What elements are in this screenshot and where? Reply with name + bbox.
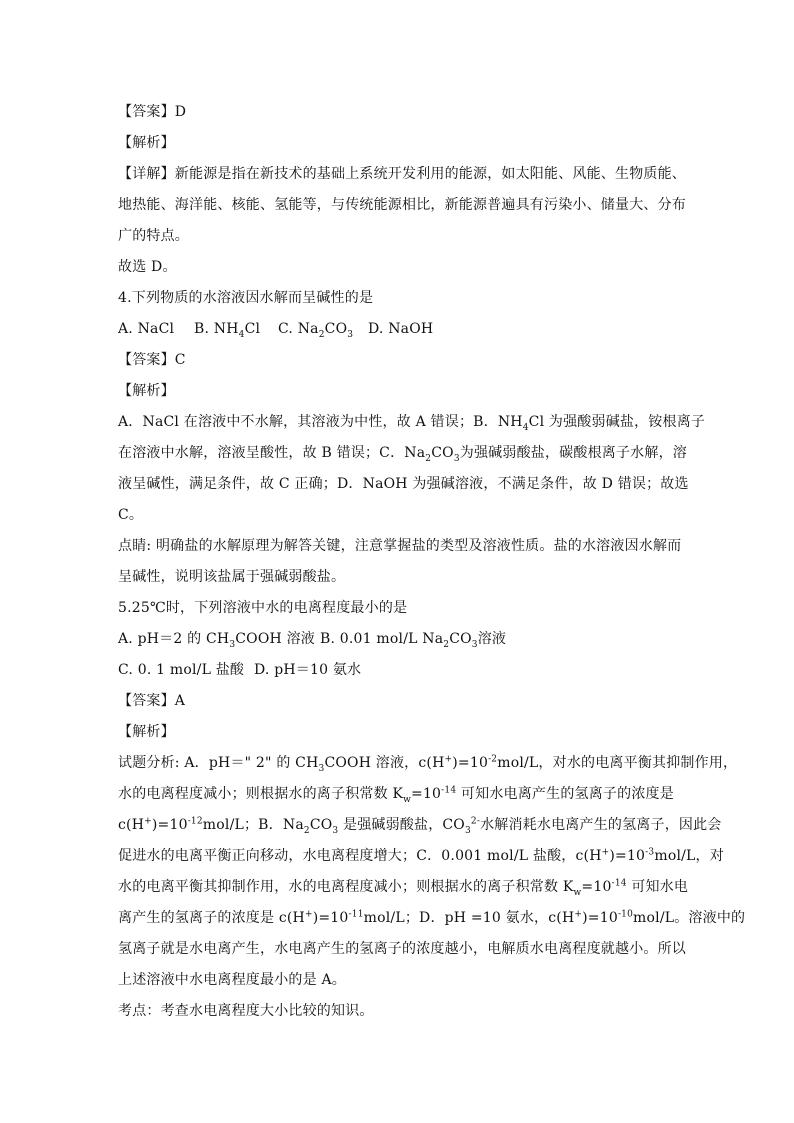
q5-l5-text-3: 可知水电	[626, 879, 689, 895]
q5-l5-sub: w	[573, 887, 582, 898]
q3-conclusion: 故选 D。	[118, 259, 177, 275]
q4-option-b-sub: 4	[238, 329, 245, 340]
q5-l2-text-2: =10	[411, 786, 442, 802]
q4-answer: 【答案】C	[118, 352, 186, 368]
q4-option-b-text-2: Cl	[244, 321, 261, 337]
q5-l1-sub: 3	[318, 763, 325, 774]
q4-option-c-text: C. Na	[278, 321, 319, 337]
q4-option-a: A. NaCl	[118, 321, 175, 337]
q5-analysis-line-5	[118, 877, 689, 898]
q5-options-row-1	[118, 629, 678, 649]
q5-l2-text: 水的电离程度减小；则根据水的离子积常数 K	[118, 786, 404, 802]
q5-l3-sub-2: 3	[332, 825, 339, 836]
q5-l6-sup-1: +	[304, 909, 313, 920]
q5-option-b-text: B. 0.01 mol/L Na	[320, 631, 444, 647]
q5-l2-sub: w	[403, 794, 412, 805]
q5-option-d: D. pH＝10 氨水	[254, 662, 362, 678]
q5-option-a-sub: 3	[229, 639, 236, 650]
q5-l4-sup-1: +	[601, 847, 610, 858]
q4-option-c-text-2: CO	[324, 321, 348, 337]
q5-l6-sup-4: -10	[617, 909, 634, 920]
q5-l6-text-5: mol/L。溶液中的	[633, 910, 746, 926]
q5-l3-text-6: 水解消耗水电离产生的氢离子，因此会	[480, 817, 722, 833]
q3-detail-line-2: 地热能、海洋能、核能、氢能等，与传统能源相比，新能源普遍具有污染小、储量大、分布	[118, 197, 686, 213]
q4-analysis-line-1	[118, 412, 706, 433]
q5-analysis-line-4	[118, 846, 724, 866]
q5-answer: 【答案】A	[118, 693, 186, 709]
q5-l3-text-3: mol/L；B．Na	[202, 817, 304, 833]
q5-analysis-heading: 【解析】	[118, 724, 175, 740]
q4-a2-text-3: 为强碱弱酸盐，碳酸根离子水解，溶	[459, 445, 687, 461]
q4-analysis-line-2	[118, 443, 687, 464]
q5-option-a	[118, 629, 320, 649]
q5-l3-text-4: CO	[309, 817, 333, 833]
q5-l4-sup-2: -3	[645, 847, 655, 858]
q5-l1-text-2: COOH 溶液，c(H	[324, 755, 445, 771]
q4-tip-line-2: 呈碱性，说明该盐属于强碱弱酸盐。	[118, 569, 346, 585]
q4-option-c	[278, 319, 368, 339]
q5-option-b	[320, 629, 506, 649]
q5-l1-sup-1: +	[444, 754, 453, 765]
q5-option-a-text-2: COOH 溶液	[235, 631, 315, 647]
q4-analysis-heading: 【解析】	[118, 383, 175, 399]
q5-l1-sup-2: -2	[488, 754, 498, 765]
q5-l3-text-5: 是强碱弱酸盐，CO	[338, 817, 465, 833]
q4-analysis-line-3: 液呈碱性，满足条件，故 C 正确；D．NaOH 为强碱溶液，不满足条件，故 D 错误；故选	[118, 476, 689, 492]
q5-options-row-2	[118, 660, 678, 680]
q4-a1-text-2: Cl 为强酸弱碱盐，铵根离子	[528, 414, 706, 430]
q5-option-b-text-2: CO	[449, 631, 472, 647]
q5-option-b-sub-1: 2	[443, 639, 450, 650]
q5-option-b-sub-2: 3	[471, 639, 478, 650]
q4-option-b	[194, 319, 278, 339]
q4-a2-sub-2: 3	[453, 453, 460, 464]
q4-options	[118, 319, 678, 339]
q5-l5-text: 水的电离平衡其抑制作用，水的电离程度减小；则根据水的离子积常数 K	[118, 879, 574, 895]
q4-option-c-sub-2: 3	[347, 329, 354, 340]
q5-l1-text-3: )=10	[452, 755, 489, 771]
q5-stem: 5.25℃时，下列溶液中水的电离程度最小的是	[118, 600, 408, 616]
q5-l6-text: 离产生的氢离子的浓度是 c(H	[118, 910, 305, 926]
q5-option-c: C. 0. 1 mol/L 盐酸	[118, 662, 245, 678]
q5-l6-text-4: )=10	[582, 910, 618, 926]
q5-option-a-text: A. pH＝2 的 CH	[118, 631, 230, 647]
q5-analysis-line-6	[118, 908, 746, 928]
q4-option-d: D. NaOH	[368, 321, 434, 337]
q3-detail-line-1: 【详解】新能源是指在新技术的基础上系统开发利用的能源，如太阳能、风能、生物质能、	[118, 166, 686, 182]
q4-a2-sub-1: 2	[425, 453, 432, 464]
q4-a1-text: A．NaCl 在溶液中不水解，其溶液为中性，故 A 错误；B．NH	[118, 414, 523, 430]
q4-stem: 4.下列物质的水溶液因水解而呈碱性的是	[118, 290, 374, 306]
q5-analysis-line-1	[118, 753, 738, 774]
q4-a2-text-2: CO	[431, 445, 454, 461]
q5-analysis-line-3	[118, 815, 722, 836]
q4-a2-text: 在溶液中水解，溶液呈酸性，故 B 错误；C．Na	[118, 445, 426, 461]
q5-l1-text-4: mol/L，对水的电离平衡其抑制作用，	[497, 755, 738, 771]
q5-option-b-text-3: 溶液	[477, 631, 507, 647]
q5-l3-text-2: )=10	[151, 817, 188, 833]
q5-l6-text-2: )=10	[312, 910, 349, 926]
q3-answer: 【答案】D	[118, 104, 187, 120]
q5-l3-sub-3: 3	[464, 825, 471, 836]
q5-l2-text-3: 可知水电离产生的氢离子的浓度是	[456, 786, 674, 802]
q5-l4-text: 促进水的电离平衡正向移动，水电离程度增大；C．0.001 mol/L 盐酸，c(H	[118, 848, 602, 864]
q5-l3-sup-2: -12	[187, 816, 203, 827]
q3-detail-line-3: 广的特点。	[118, 228, 189, 244]
q4-analysis-line-4: C。	[118, 507, 144, 523]
q5-l2-sup: -14	[441, 785, 457, 796]
q5-l5-text-2: =10	[581, 879, 612, 895]
q5-l6-sup-2: -11	[348, 909, 364, 920]
q5-l4-text-2: )=10	[609, 848, 646, 864]
q5-analysis-line-2	[118, 784, 678, 804]
q5-kaodian: 考点：考查水电离程度大小比较的知识。	[118, 1003, 374, 1019]
q5-l3-text: c(H	[118, 817, 145, 833]
q5-l6-sup-3: +	[574, 909, 583, 920]
q5-analysis-line-7: 氢离子就是水电离产生，水电离产生的氢离子的浓度越小，电解质水电离程度就越小。所以	[118, 941, 686, 957]
q4-option-b-text: B. NH	[194, 321, 239, 337]
q3-analysis-heading: 【解析】	[118, 135, 175, 151]
q4-option-c-sub-1: 2	[318, 329, 325, 340]
q5-l1-text: 试题分析: A．pH＝" 2" 的 CH	[118, 755, 319, 771]
q5-l6-text-3: mol/L；D．pH =10 氨水，c(H	[363, 910, 575, 926]
q5-l3-sub-1: 2	[303, 825, 310, 836]
q4-a1-sub: 4	[522, 422, 529, 433]
q5-l5-sup: -14	[611, 878, 627, 889]
q5-analysis-line-8: 上述溶液中水电离程度最小的是 A。	[118, 972, 346, 988]
q5-l3-sup-1: +	[144, 816, 152, 827]
q5-l4-text-3: mol/L，对	[654, 848, 724, 864]
q4-tip-line-1: 点睛: 明确盐的水解原理为解答关键，注意掌握盐的类型及溶液性质。盐的水溶液因水解而	[118, 538, 682, 554]
q5-l3-sup-3: 2-	[470, 816, 481, 827]
